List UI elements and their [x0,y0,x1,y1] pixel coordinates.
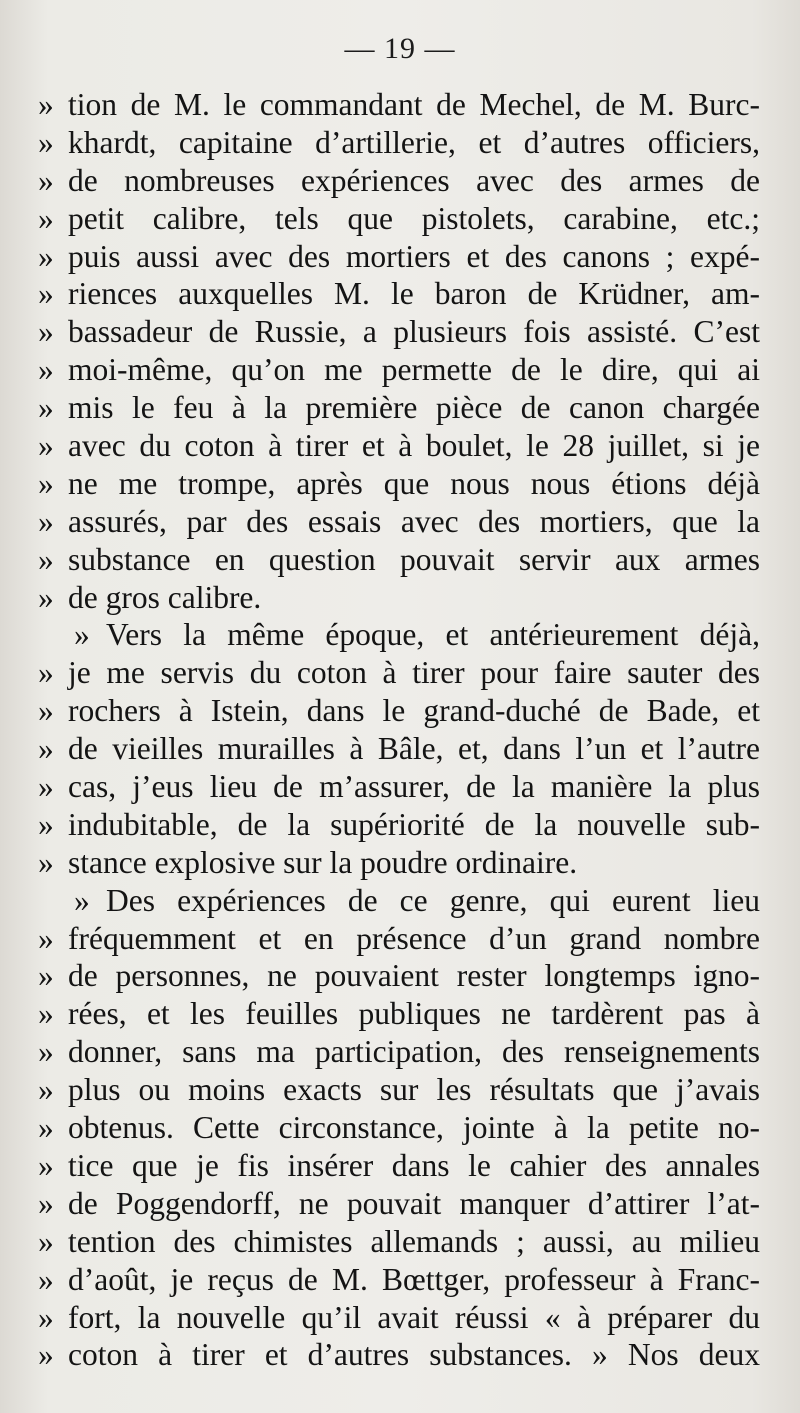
line-text: fréquemment et en présence d’un grand nombre [68,920,760,956]
quote-mark: » [38,806,54,842]
line-text: de vieilles murailles à Bâle, et, dans l’un et l’autre [68,731,760,767]
quote-mark: » [38,428,54,464]
line-text: indubitable, de la supériorité de la nouvelle sub- [68,806,760,842]
text-line [38,1185,760,1223]
text-line [38,579,760,617]
line-text: fort, la nouvelle qu’il avait réussi « à préparer du [68,1299,760,1335]
text-line [38,882,760,920]
text-line [38,806,760,844]
text-line [38,920,760,958]
line-text: plus ou moins exacts sur les résultats que j’avais [68,1072,760,1108]
quote-mark: » [38,958,54,994]
line-text: de gros calibre. [68,579,262,615]
line-text: mis le feu à la première pièce de canon chargée [68,390,760,426]
quote-mark: » [38,1185,54,1221]
line-text: obtenus. Cette circonstance, jointe à la petite no- [68,1110,760,1146]
quote-mark: » [38,996,54,1032]
line-text: Des expériences de ce genre, qui eurent lieu [106,882,760,918]
text-line [38,465,760,503]
text-line [38,1071,760,1109]
text-line [38,692,760,730]
quote-mark: » [38,655,54,691]
line-text: je me servis du coton à tirer pour faire sauter des [68,655,760,691]
quote-mark: » [38,465,54,501]
page-number: — 19 — [344,32,456,65]
text-line [38,162,760,200]
line-text: petit calibre, tels que pistolets, carabine, etc.; [68,200,760,236]
quote-mark: » [74,617,90,653]
line-text: tention des chimistes allemands ; aussi, au milieu [68,1223,760,1259]
quote-mark: » [38,124,54,160]
text-line [38,1147,760,1185]
text-line [38,541,760,579]
line-text: substance en question pouvait servir aux armes [68,541,760,577]
line-text: assurés, par des essais avec des mortiers, que la [68,503,760,539]
quote-mark: » [38,503,54,539]
line-text: ne me trompe, après que nous nous étions déjà [68,465,760,501]
line-text: tice que je fis insérer dans le cahier des annales [68,1147,760,1183]
text-line [38,389,760,427]
quote-mark: » [38,731,54,767]
line-text: d’août, je reçus de M. Bœttger, professeur à Franc- [68,1261,760,1297]
text-line [38,351,760,389]
quote-mark: » [38,1110,54,1146]
text-line [38,616,760,654]
text-line [38,1033,760,1071]
line-text: rochers à Istein, dans le grand-duché de Bade, et [68,693,760,729]
text-line [38,730,760,768]
text-line [38,275,760,313]
quote-mark: » [38,390,54,426]
line-text: puis aussi avec des mortiers et des canons ; expé- [68,238,760,274]
line-text: bassadeur de Russie, a plusieurs fois assisté. C’est [68,314,760,350]
text-line [38,124,760,162]
line-text: de nombreuses expériences avec des armes de [68,162,760,198]
text-line [38,86,760,124]
quote-mark: » [38,314,54,350]
quote-mark: » [38,1299,54,1335]
quote-mark: » [38,920,54,956]
text-line [38,238,760,276]
line-text: de Poggendorff, ne pouvait manquer d’attirer l’at- [68,1185,760,1221]
line-text: riences auxquelles M. le baron de Krüdner, am- [68,276,760,312]
quote-mark: » [38,1261,54,1297]
line-text: de personnes, ne pouvaient rester longtemps igno- [68,958,760,994]
quote-mark: » [38,541,54,577]
quote-mark: » [38,238,54,274]
text-line [38,1299,760,1337]
quote-mark: » [38,276,54,312]
text-line [38,1109,760,1147]
line-text: moi-même, qu’on me permette de le dire, qui ai [68,352,760,388]
text-line [38,200,760,238]
quote-mark: » [38,844,54,880]
line-text: coton à tirer et d’autres substances. » Nos deux [68,1337,760,1373]
quote-mark: » [38,693,54,729]
text-line [38,844,760,882]
quote-mark: » [38,200,54,236]
quote-mark: » [38,1072,54,1108]
text-line [38,654,760,692]
line-text: avec du coton à tirer et à boulet, le 28 juillet, si je [68,428,760,464]
quote-mark: » [38,579,54,615]
line-text: Vers la même époque, et antérieurement déjà, [106,617,760,653]
quote-mark: » [38,352,54,388]
text-line [38,1336,760,1374]
line-text: stance explosive sur la poudre ordinaire. [68,844,578,880]
quote-mark: » [38,769,54,805]
line-text: cas, j’eus lieu de m’assurer, de la manière la plus [68,769,760,805]
text-line [38,313,760,351]
text-line [38,1223,760,1261]
text-line [38,957,760,995]
line-text: donner, sans ma participation, des renseignements [68,1034,760,1070]
line-text: tion de M. le commandant de Mechel, de M. Burc- [68,87,760,122]
page-body-text [38,86,760,1374]
quote-mark: » [38,1337,54,1373]
quote-mark: » [38,1034,54,1070]
line-text: rées, et les feuilles publiques ne tardèrent pas à [68,996,760,1032]
line-text: khardt, capitaine d’artillerie, et d’autres officiers, [68,124,760,160]
quote-mark: » [38,1223,54,1259]
text-line [38,1261,760,1299]
text-line [38,503,760,541]
text-line [38,427,760,465]
text-line [38,768,760,806]
quote-mark: » [38,1147,54,1183]
quote-mark: » [38,87,54,122]
quote-mark: » [74,882,90,918]
text-line [38,995,760,1033]
quote-mark: » [38,162,54,198]
